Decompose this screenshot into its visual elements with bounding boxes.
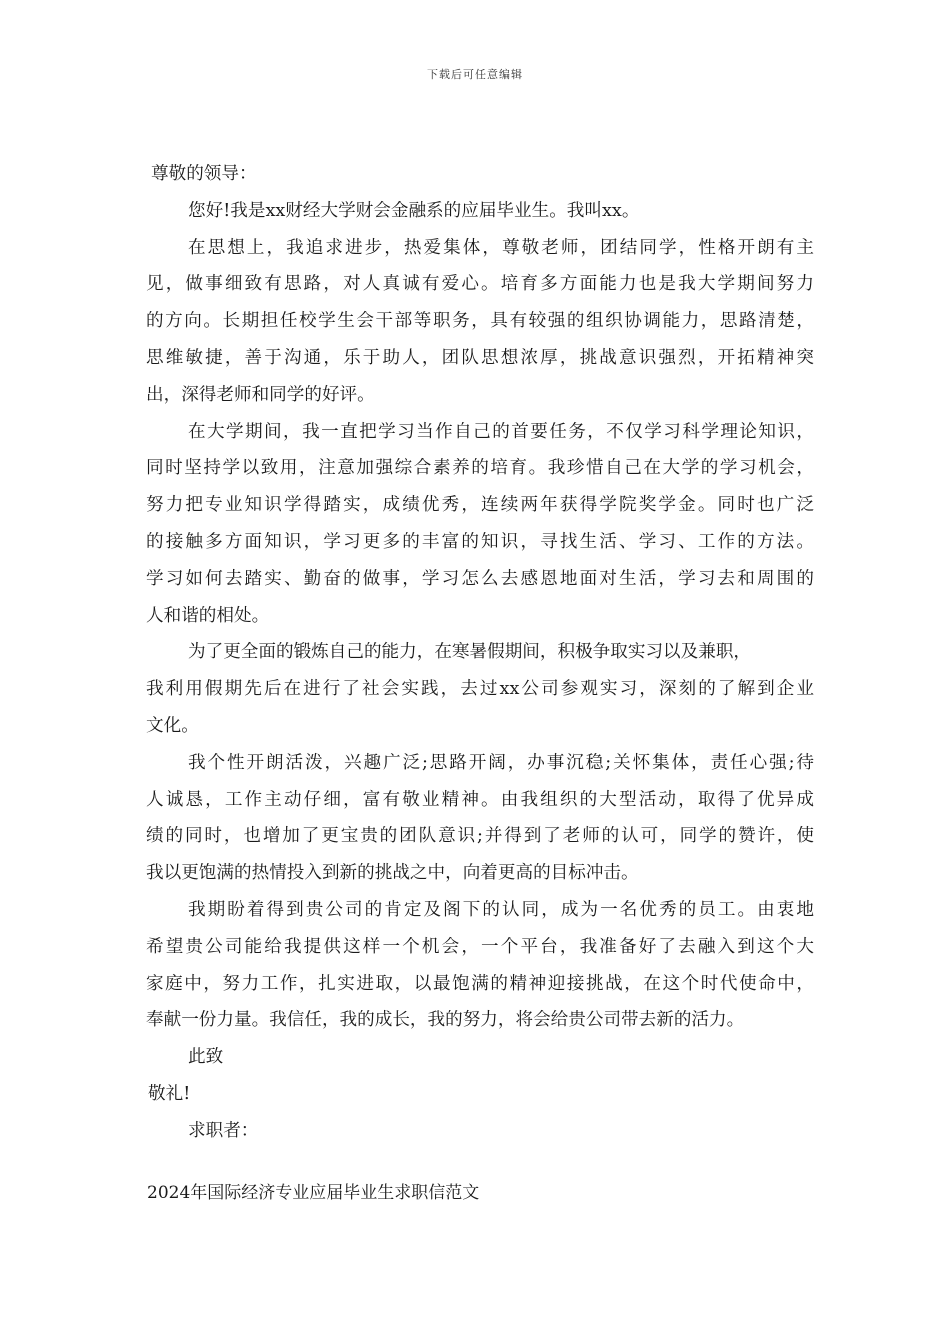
paragraph-line: 在思想上，我追求进步，热爱集体，尊敬老师，团结同学，性格开朗有主	[188, 237, 814, 258]
paragraph-line: 文化。	[146, 715, 199, 736]
paragraph-line: 人诚恳，工作主动仔细，富有敬业精神。由我组织的大型活动，取得了优异成	[146, 789, 814, 810]
closing-cizhi: 此致	[188, 1047, 224, 1068]
paragraph-line: 家庭中，努力工作，扎实进取，以最饱满的精神迎接挑战，在这个时代使命中，	[146, 973, 814, 994]
paragraph-line: 见，做事细致有思路，对人真诚有爱心。培育多方面能力也是我大学期间努力	[146, 274, 814, 295]
paragraph-line: 的方向。长期担任校学生会干部等职务，具有较强的组织协调能力，思路清楚，	[146, 311, 814, 332]
paragraph-line: 绩的同时，也增加了更宝贵的团队意识;并得到了老师的认可，同学的赞许，使	[146, 826, 814, 847]
paragraph-line: 我期盼着得到贵公司的肯定及阁下的认同，成为一名优秀的员工。由衷地	[188, 899, 814, 920]
paragraph-line: 思维敏捷，善于沟通，乐于助人，团队思想浓厚，挑战意识强烈，开拓精神突	[146, 347, 814, 368]
closing-jingli: 敬礼!	[148, 1083, 191, 1104]
paragraph-line: 我利用假期先后在进行了社会实践，去过xx公司参观实习，深刻的了解到企业	[146, 679, 814, 700]
paragraph-personality	[146, 745, 814, 892]
paragraph-line: 我以更饱满的热情投入到新的挑战之中，向着更高的目标冲击。	[146, 863, 639, 884]
paragraph-line: 同时坚持学以致用，注意加强综合素养的培育。我珍惜自己在大学的学习机会，	[146, 458, 814, 479]
paragraph-line: 努力把专业知识学得踏实，成绩优秀，连续两年获得学院奖学金。同时也广泛	[146, 495, 814, 516]
paragraph-line: 的接触多方面知识，学习更多的丰富的知识，寻找生活、学习、工作的方法。	[146, 531, 814, 552]
salutation: 尊敬的领导：	[151, 164, 257, 184]
paragraph-thought	[146, 230, 814, 414]
paragraph-study	[146, 414, 814, 635]
letter-body	[146, 156, 814, 1150]
greeting: 您好!我是xx财经大学财会金融系的应届毕业生。我叫xx。	[188, 200, 640, 221]
paragraph-line: 奉献一份力量。我信任，我的成长，我的努力，将会给贵公司带去新的活力。	[146, 1010, 745, 1031]
paragraph-line: 学习如何去踏实、勤奋的做事，学习怎么去感恩地面对生活，学习去和周围的	[146, 568, 814, 589]
document-title: 2024年国际经济专业应届毕业生求职信范文	[147, 1183, 480, 1203]
paragraph-line: 我个性开朗活泼，兴趣广泛;思路开阔，办事沉稳;关怀集体，责任心强;待	[188, 752, 814, 773]
paragraph-practice	[146, 634, 814, 744]
paragraph-line: 人和谐的相处。	[146, 605, 270, 626]
paragraph-expectation	[146, 892, 814, 1039]
header-note: 下载后可任意编辑	[427, 68, 523, 81]
paragraph-line: 在大学期间，我一直把学习当作自己的首要任务，不仅学习科学理论知识，	[188, 421, 814, 442]
signature-label: 求职者：	[188, 1120, 259, 1141]
paragraph-line: 希望贵公司能给我提供这样一个机会，一个平台，我准备好了去融入到这个大	[146, 936, 814, 957]
paragraph-line: 为了更全面的锻炼自己的能力，在寒暑假期间，积极争取实习以及兼职，	[188, 642, 752, 663]
paragraph-line: 出，深得老师和同学的好评。	[146, 384, 375, 405]
